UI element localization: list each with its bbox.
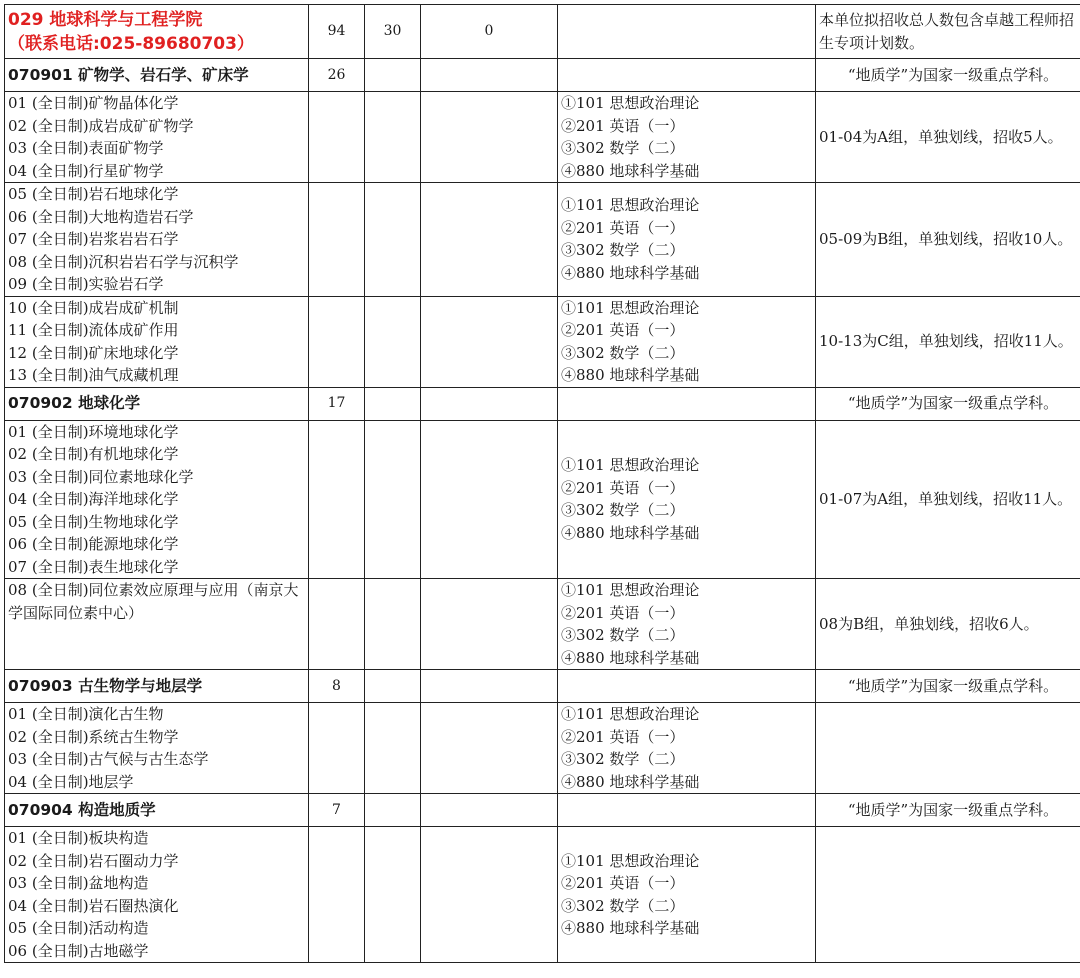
exam-subject: ②201 英语（一） [561, 321, 685, 339]
direction-list [5, 420, 309, 579]
direction-empty-3 [365, 703, 421, 794]
direction-list [5, 183, 309, 297]
direction-item: 02 (全日制)系统古生物学 [8, 727, 179, 746]
direction-empty-2 [309, 183, 365, 297]
major-empty-4 [421, 59, 558, 92]
major-remark: “地质学”为国家一级重点学科。 [816, 59, 1080, 92]
school-col3: 0 [421, 5, 558, 59]
direction-empty-3 [365, 296, 421, 387]
group-note: 01-04为A组，单独划线，招收5人。 [816, 92, 1080, 183]
exam-subject: ④880 地球科学基础 [561, 366, 700, 384]
direction-group-row [5, 92, 1080, 183]
exam-subject: ①101 思想政治理论 [561, 705, 700, 723]
direction-empty-3 [365, 827, 421, 963]
direction-item: 03 (全日制)同位素地球化学 [8, 467, 194, 486]
direction-item: 05 (全日制)活动构造 [8, 919, 149, 937]
direction-item: 05 (全日制)生物地球化学 [8, 512, 179, 531]
direction-item: 08 (全日制)同位素效应原理与应用（南京大学国际同位素中心） [8, 581, 299, 622]
school-exams-cell [558, 5, 816, 59]
major-code-name: 070903 古生物学与地层学 [5, 670, 309, 703]
exam-subjects [558, 703, 816, 794]
direction-item: 02 (全日制)岩石圈动力学 [8, 851, 179, 870]
direction-item: 04 (全日制)行星矿物学 [8, 161, 164, 180]
exam-subject: ④880 地球科学基础 [561, 919, 700, 937]
exam-subject: ③302 数学（二） [561, 343, 685, 362]
direction-empty-2 [309, 420, 365, 579]
exam-subjects [558, 827, 816, 963]
exam-subject: ④880 地球科学基础 [561, 772, 700, 791]
direction-empty-4 [421, 579, 558, 670]
direction-item: 04 (全日制)岩石圈热演化 [8, 896, 179, 915]
major-empty-4 [421, 794, 558, 827]
direction-list [5, 296, 309, 387]
exam-subject: ④880 地球科学基础 [561, 263, 700, 282]
exam-subject: ②201 英语（一） [561, 116, 685, 135]
major-row [5, 670, 1080, 703]
direction-item: 11 (全日制)流体成矿作用 [8, 321, 179, 339]
direction-group-row [5, 579, 1080, 670]
direction-item: 02 (全日制)成岩成矿矿物学 [8, 116, 194, 135]
direction-empty-2 [309, 579, 365, 670]
direction-item: 01 (全日制)演化古生物 [8, 705, 164, 723]
major-empty-3 [365, 59, 421, 92]
direction-item: 12 (全日制)矿床地球化学 [8, 343, 179, 362]
major-code-name: 070901 矿物学、岩石学、矿床学 [5, 59, 309, 92]
direction-item: 06 (全日制)古地磁学 [8, 941, 149, 960]
group-note: 08为B组，单独划线，招收6人。 [816, 579, 1080, 670]
exam-subject: ③302 数学（二） [561, 896, 685, 915]
direction-list [5, 703, 309, 794]
direction-empty-2 [309, 296, 365, 387]
major-code-name: 070904 构造地质学 [5, 794, 309, 827]
exam-subject: ①101 思想政治理论 [561, 196, 700, 215]
exam-subject: ①101 思想政治理论 [561, 851, 700, 870]
major-row [5, 794, 1080, 827]
direction-empty-4 [421, 92, 558, 183]
group-note [816, 827, 1080, 963]
direction-group-row [5, 296, 1080, 387]
direction-empty-2 [309, 703, 365, 794]
major-empty-5 [558, 59, 816, 92]
major-empty-5 [558, 387, 816, 420]
major-quota: 17 [309, 387, 365, 420]
admissions-table [4, 4, 1080, 963]
exam-subjects [558, 183, 816, 297]
major-remark: “地质学”为国家一级重点学科。 [816, 387, 1080, 420]
major-empty-5 [558, 794, 816, 827]
exam-subject: ③302 数学（二） [561, 501, 685, 520]
direction-item: 01 (全日制)板块构造 [8, 829, 149, 847]
school-row [5, 5, 1080, 59]
direction-item: 05 (全日制)岩石地球化学 [8, 185, 179, 203]
direction-item: 03 (全日制)盆地构造 [8, 874, 149, 892]
exam-subject: ①101 思想政治理论 [561, 581, 700, 599]
exam-subject: ③302 数学（二） [561, 139, 685, 157]
direction-group-row [5, 827, 1080, 963]
group-note: 05-09为B组，单独划线，招收10人。 [816, 183, 1080, 297]
school-note: 本单位拟招收总人数包含卓越工程师招生专项计划数。 [816, 5, 1080, 59]
exam-subject: ②201 英语（一） [561, 727, 685, 746]
group-note [816, 703, 1080, 794]
direction-group-row [5, 420, 1080, 579]
direction-item: 04 (全日制)海洋地球化学 [8, 490, 179, 508]
direction-list [5, 92, 309, 183]
major-remark: “地质学”为国家一级重点学科。 [816, 794, 1080, 827]
major-quota: 26 [309, 59, 365, 92]
major-empty-3 [365, 794, 421, 827]
direction-empty-4 [421, 827, 558, 963]
exam-subject: ③302 数学（二） [561, 241, 685, 260]
major-empty-5 [558, 670, 816, 703]
exam-subject: ③302 数学（二） [561, 750, 685, 768]
direction-list [5, 579, 309, 670]
direction-item: 10 (全日制)成岩成矿机制 [8, 298, 179, 317]
exam-subject: ②201 英语（一） [561, 874, 685, 892]
direction-empty-3 [365, 183, 421, 297]
major-code-name: 070902 地球化学 [5, 387, 309, 420]
direction-item: 01 (全日制)矿物晶体化学 [8, 94, 179, 112]
major-empty-3 [365, 670, 421, 703]
exam-subjects [558, 420, 816, 579]
exam-subjects [558, 92, 816, 183]
exam-subject: ②201 英语（一） [561, 478, 685, 497]
major-remark: “地质学”为国家一级重点学科。 [816, 670, 1080, 703]
direction-empty-2 [309, 92, 365, 183]
exam-subject: ①101 思想政治理论 [561, 456, 700, 475]
direction-item: 03 (全日制)表面矿物学 [8, 139, 164, 157]
direction-item: 07 (全日制)岩浆岩岩石学 [8, 230, 179, 248]
direction-group-row [5, 183, 1080, 297]
exam-subject: ①101 思想政治理论 [561, 94, 700, 112]
direction-empty-4 [421, 183, 558, 297]
exam-subjects [558, 296, 816, 387]
direction-item: 03 (全日制)古气候与古生态学 [8, 750, 209, 768]
direction-item: 06 (全日制)能源地球化学 [8, 535, 179, 553]
direction-item: 04 (全日制)地层学 [8, 772, 134, 791]
direction-empty-4 [421, 703, 558, 794]
direction-item: 08 (全日制)沉积岩岩石学与沉积学 [8, 252, 239, 271]
school-total: 94 [309, 5, 365, 59]
major-row [5, 59, 1080, 92]
school-cell [5, 5, 309, 59]
direction-item: 13 (全日制)油气成藏机理 [8, 366, 179, 384]
exam-subject: ③302 数学（二） [561, 626, 685, 644]
major-empty-4 [421, 670, 558, 703]
exam-subject: ④880 地球科学基础 [561, 523, 700, 542]
exam-subject: ④880 地球科学基础 [561, 161, 700, 180]
direction-empty-4 [421, 296, 558, 387]
major-row [5, 387, 1080, 420]
major-quota: 7 [309, 794, 365, 827]
direction-list [5, 827, 309, 963]
direction-item: 07 (全日制)表生地球化学 [8, 557, 179, 576]
school-recommended: 30 [365, 5, 421, 59]
group-note: 01-07为A组，单独划线，招收11人。 [816, 420, 1080, 579]
direction-group-row [5, 703, 1080, 794]
direction-empty-2 [309, 827, 365, 963]
exam-subject: ④880 地球科学基础 [561, 648, 700, 667]
direction-item: 02 (全日制)有机地球化学 [8, 445, 179, 463]
group-note: 10-13为C组，单独划线，招收11人。 [816, 296, 1080, 387]
direction-item: 06 (全日制)大地构造岩石学 [8, 207, 194, 226]
direction-empty-4 [421, 420, 558, 579]
exam-subject: ②201 英语（一） [561, 218, 685, 237]
exam-subject: ②201 英语（一） [561, 603, 685, 622]
direction-item: 01 (全日制)环境地球化学 [8, 422, 179, 441]
school-name: 029 地球科学与工程学院 [8, 9, 203, 30]
major-quota: 8 [309, 670, 365, 703]
direction-item: 09 (全日制)实验岩石学 [8, 275, 164, 293]
direction-empty-3 [365, 420, 421, 579]
exam-subject: ①101 思想政治理论 [561, 298, 700, 317]
major-empty-3 [365, 387, 421, 420]
major-empty-4 [421, 387, 558, 420]
exam-subjects [558, 579, 816, 670]
school-contact: （联系电话:025-89680703） [8, 33, 254, 54]
direction-empty-3 [365, 579, 421, 670]
direction-empty-3 [365, 92, 421, 183]
